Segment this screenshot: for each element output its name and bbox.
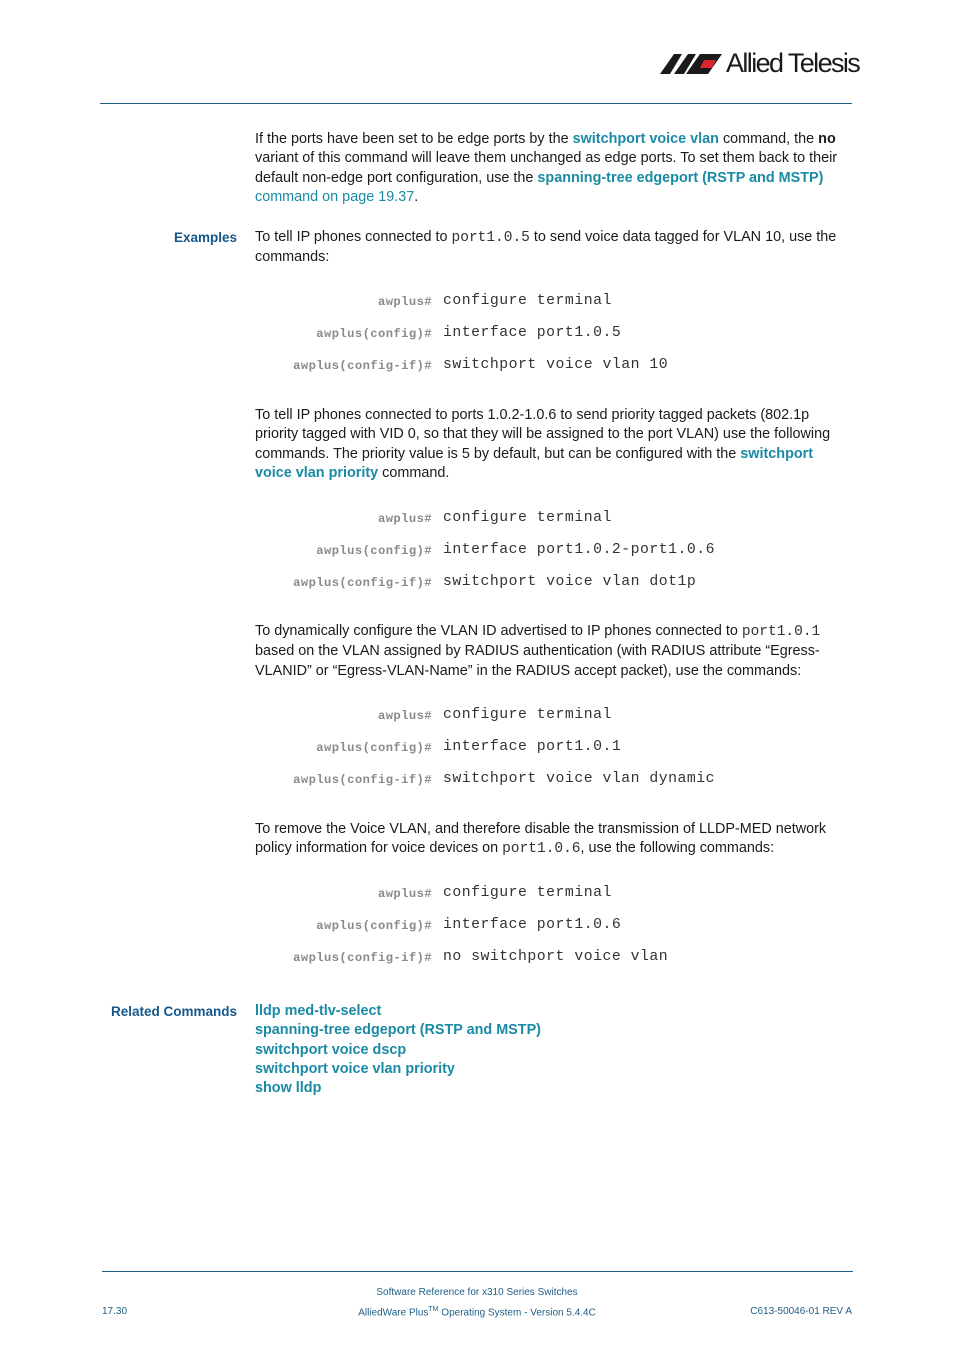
- command-line: [180, 917, 780, 937]
- allied-telesis-logo: [660, 48, 860, 82]
- intro-text-4: .: [414, 188, 419, 205]
- command-prompt: awplus(config-if)#: [293, 773, 432, 787]
- command-text: interface port1.0.2-port1.0.6: [443, 542, 716, 558]
- example-3-code: port1.0.1: [741, 624, 821, 640]
- brand-name: Allied Telesis: [726, 48, 860, 78]
- example-4-paragraph: [255, 820, 852, 860]
- command-text: switchport voice vlan 10: [443, 357, 669, 373]
- command-line: [180, 542, 780, 562]
- example-3-paragraph: [255, 622, 852, 681]
- related-link-show-lldp[interactable]: show lldp: [255, 1080, 322, 1097]
- related-link-spanning-tree-edgeport[interactable]: spanning-tree edgeport (RSTP and MSTP): [255, 1022, 541, 1039]
- command-line: [180, 293, 780, 313]
- command-prompt: awplus(config-if)#: [293, 359, 432, 373]
- command-prompt: awplus#: [378, 295, 432, 309]
- command-prompt: awplus#: [378, 887, 432, 901]
- link-page-reference[interactable]: command on page 19.37: [255, 188, 415, 205]
- command-text: no switchport voice vlan: [443, 949, 669, 965]
- examples-label: Examples: [173, 230, 237, 245]
- example-4-text-a: To remove the Voice VLAN, and therefore disable the transmission of LLDP-MED network policy information for voice devices on: [255, 821, 827, 857]
- footer-product-version: Operating System - Version 5.4.4C: [438, 1307, 596, 1319]
- example-1-code: port1.0.5: [451, 230, 530, 246]
- footer-rule: [102, 1271, 853, 1272]
- command-text: switchport voice vlan dot1p: [443, 574, 697, 590]
- footer-product-name: AlliedWare Plus: [358, 1307, 429, 1319]
- page-number: 17.30: [102, 1306, 128, 1317]
- related-commands-list: [255, 1002, 541, 1098]
- related-link-switchport-voice-dscp[interactable]: switchport voice dscp: [255, 1041, 407, 1058]
- example-1-paragraph: [255, 228, 852, 268]
- example-2-paragraph: [255, 406, 852, 483]
- command-prompt: awplus#: [378, 512, 432, 526]
- command-text: configure terminal: [443, 885, 612, 901]
- command-prompt: awplus(config-if)#: [293, 576, 432, 590]
- command-text: switchport voice vlan dynamic: [443, 771, 716, 787]
- command-line: [180, 574, 780, 594]
- command-line: [180, 739, 780, 759]
- trademark-mark: TM: [428, 1306, 439, 1313]
- allied-telesis-logo-mark-icon: [660, 54, 722, 74]
- document-number: C613-50046-01 REV A: [750, 1306, 852, 1317]
- command-line: [180, 510, 780, 530]
- command-line: [180, 885, 780, 905]
- command-text: configure terminal: [443, 293, 612, 309]
- link-spanning-tree-edgeport[interactable]: spanning-tree edgeport (RSTP and MSTP): [537, 169, 824, 186]
- intro-text-3: variant of this command will leave them unchanged as edge ports. To set them back to their default non-edge port configuration, use the: [255, 150, 838, 186]
- command-text: interface port1.0.1: [443, 739, 622, 755]
- footer-title: Software Reference for x310 Series Switches: [376, 1287, 578, 1298]
- header-rule: [100, 103, 852, 104]
- command-prompt: awplus(config)#: [316, 741, 432, 755]
- example-2-text-b: command.: [378, 464, 450, 481]
- command-prompt: awplus(config)#: [316, 919, 432, 933]
- command-prompt: awplus(config)#: [316, 544, 432, 558]
- example-1-text-a: To tell IP phones connected to: [255, 229, 452, 245]
- command-line: [180, 707, 780, 727]
- link-switchport-voice-vlan-priority[interactable]: switchport voice vlan priority: [255, 445, 814, 481]
- example-2-text-a: To tell IP phones connected to ports 1.0.2-1.0.6 to send priority tagged packets (802.1p priority tagged with VID 0, so that they will be assigned to the port VLAN) use the following commands. The priority value is 5 by default, but can be configured with the: [255, 407, 831, 462]
- command-line: [180, 949, 780, 969]
- command-text: interface port1.0.5: [443, 325, 622, 341]
- command-prompt: awplus(config)#: [316, 327, 432, 341]
- link-switchport-voice-vlan[interactable]: switchport voice vlan: [572, 131, 719, 147]
- command-text: configure terminal: [443, 510, 612, 526]
- example-3-text-b: based on the VLAN assigned by RADIUS authentication (with RADIUS attribute “Egress-VLANID” or “Egress-VLAN-Name” in the RADIUS accept packet), use the commands:: [255, 643, 820, 679]
- no-keyword: no: [818, 131, 836, 147]
- command-line: [180, 325, 780, 345]
- command-line: [180, 771, 780, 791]
- intro-text-1: If the ports have been set to be edge ports by the: [255, 131, 573, 147]
- related-link-switchport-voice-vlan-priority[interactable]: switchport voice vlan priority: [255, 1060, 455, 1077]
- command-text: interface port1.0.6: [443, 917, 622, 933]
- example-3-text-a: To dynamically configure the VLAN ID advertised to IP phones connected to: [255, 623, 742, 639]
- command-prompt: awplus#: [378, 709, 432, 723]
- example-1-text-b: to send voice data tagged for VLAN 10, use the commands:: [255, 229, 837, 266]
- related-link-lldp-med-tlv-select[interactable]: lldp med-tlv-select: [255, 1003, 382, 1019]
- command-text: configure terminal: [443, 707, 612, 723]
- command-prompt: awplus(config-if)#: [293, 951, 432, 965]
- command-line: [180, 357, 780, 377]
- related-commands-label: Related Commands: [110, 1004, 237, 1019]
- intro-text-2: command, the: [718, 131, 819, 147]
- example-4-text-b: , use the following commands:: [580, 840, 775, 857]
- intro-paragraph: [255, 130, 852, 207]
- example-4-code: port1.0.6: [502, 841, 581, 858]
